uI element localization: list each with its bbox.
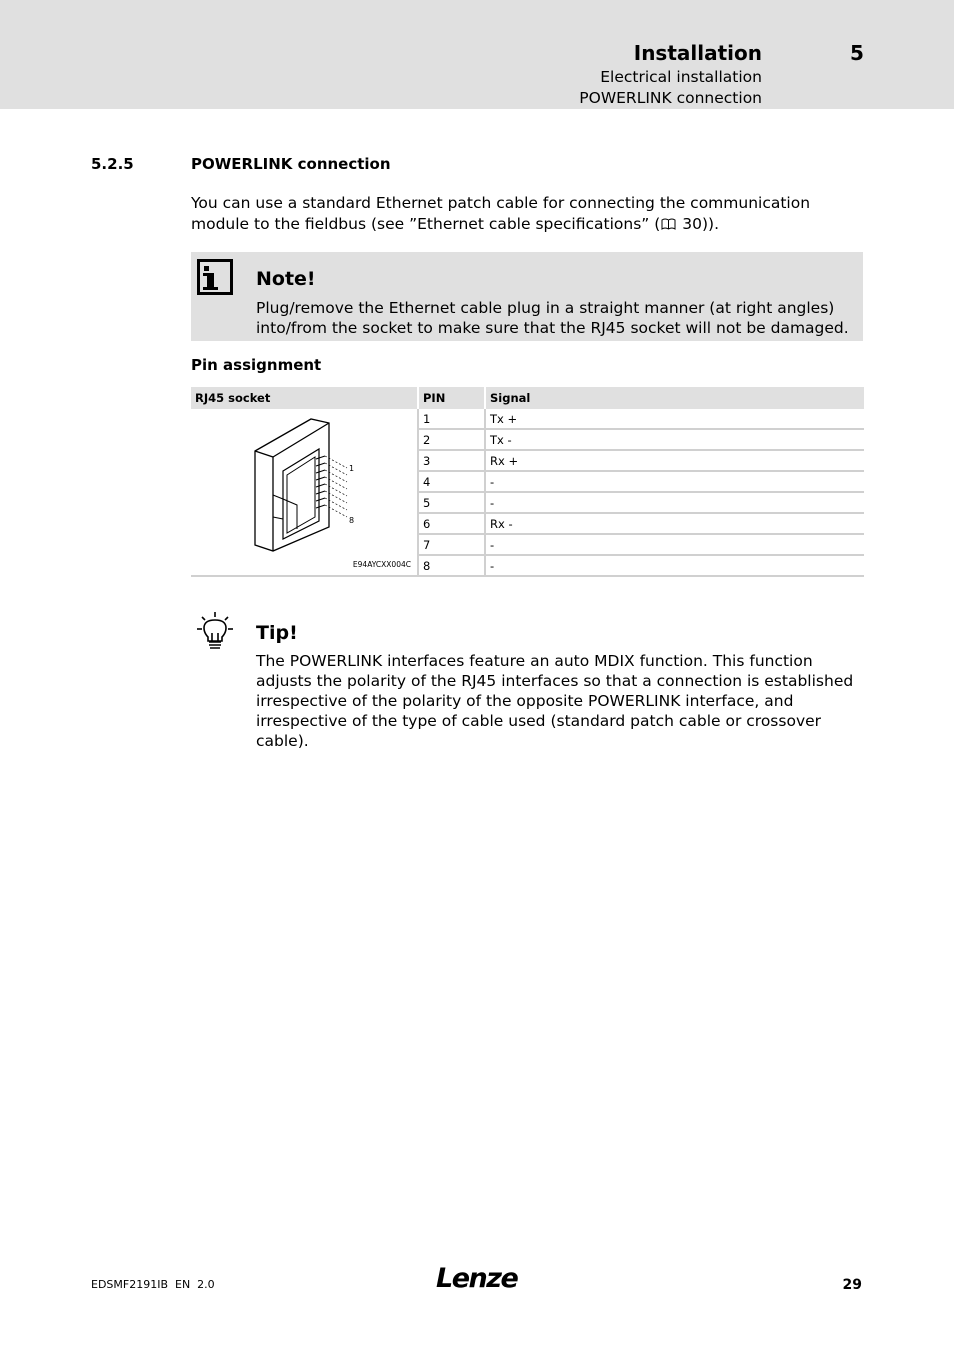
lightbulb-icon	[195, 611, 235, 651]
intro-paragraph	[191, 193, 871, 235]
note-title: Note!	[256, 268, 316, 290]
intro-text: You can use a standard Ethernet patch cable for connecting the communication module to the fieldbus (see ”Ethernet cable specifications” (	[191, 194, 811, 233]
pin-cell: 8	[418, 555, 485, 576]
document-id: EDSMF2191IB EN 2.0	[91, 1278, 215, 1291]
intro-text-end: )).	[701, 215, 719, 233]
column-header: PIN	[418, 387, 485, 409]
signal-cell: Tx +	[485, 409, 864, 429]
column-header: RJ45 socket	[191, 387, 418, 409]
table-header-row	[191, 387, 864, 409]
info-icon	[197, 259, 233, 295]
book-icon	[661, 218, 676, 230]
signal-cell: Rx +	[485, 450, 864, 471]
tip-text: The POWERLINK interfaces feature an auto MDIX function. This function adjusts the polarity of the RJ45 interfaces so that a connection is established irrespective of the polarity of the opposite POWERLINK interface, and irrespective of the type of cable used (standard patch cable or crossover cable).	[256, 652, 854, 750]
header-subtitle: POWERLINK connection	[579, 89, 762, 107]
pin-cell: 4	[418, 471, 485, 492]
pin-cell: 1	[418, 409, 485, 429]
header-subtitle: Electrical installation	[600, 68, 762, 86]
rj45-socket-diagram	[251, 413, 361, 553]
pin-assignment-table	[191, 387, 864, 577]
signal-cell: Rx -	[485, 513, 864, 534]
pin-label-last: 8	[349, 516, 355, 525]
pin-cell: 5	[418, 492, 485, 513]
section-number: 5.2.5	[91, 155, 134, 173]
figure-code: E94AYCXX004C	[352, 560, 411, 569]
pin-cell: 7	[418, 534, 485, 555]
pin-label-first: 1	[349, 464, 355, 473]
header-title: Installation	[633, 41, 762, 65]
lenze-logo: Lenze	[436, 1263, 518, 1294]
section-title: POWERLINK connection	[191, 155, 391, 173]
pin-cell: 3	[418, 450, 485, 471]
note-text: Plug/remove the Ethernet cable plug in a straight manner (at right angles) into/from the socket to make sure that the RJ45 socket will not be damaged.	[256, 299, 849, 337]
signal-cell: -	[485, 534, 864, 555]
signal-cell: Tx -	[485, 429, 864, 450]
page-number: 29	[842, 1277, 862, 1293]
page-reference-link[interactable]: 30	[682, 215, 702, 233]
page-header	[0, 0, 954, 109]
chapter-number: 5	[850, 41, 864, 65]
note-box	[191, 252, 863, 341]
rj45-figure-cell	[191, 409, 418, 576]
signal-cell: -	[485, 555, 864, 576]
pin-cell: 2	[418, 429, 485, 450]
pin-cell: 6	[418, 513, 485, 534]
tip-title: Tip!	[256, 622, 298, 644]
table-row	[191, 409, 864, 429]
signal-cell: -	[485, 471, 864, 492]
column-header: Signal	[485, 387, 864, 409]
signal-cell: -	[485, 492, 864, 513]
pin-assignment-heading: Pin assignment	[191, 356, 322, 374]
